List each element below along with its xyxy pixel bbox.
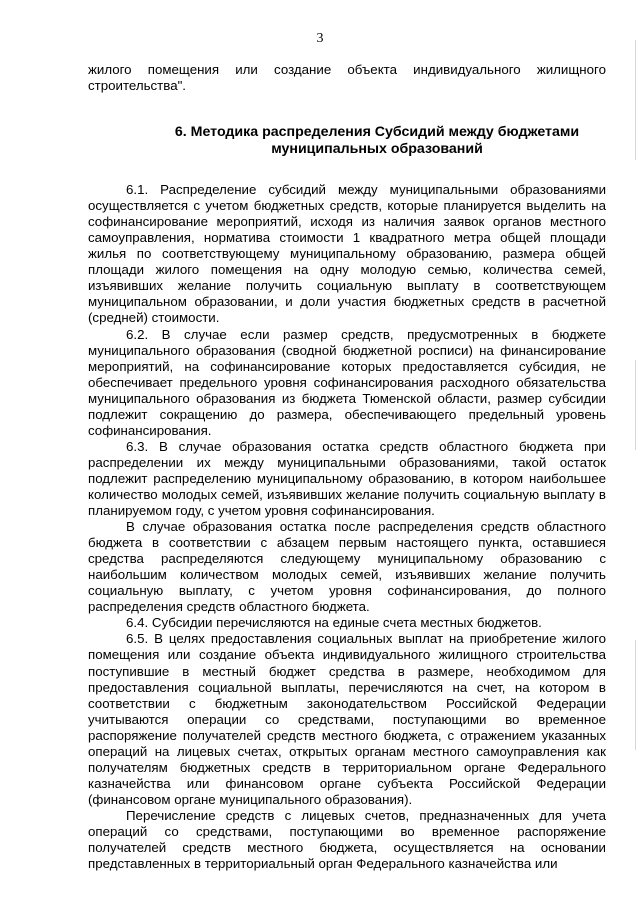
scan-edge-mark	[635, 40, 636, 160]
paragraph-6-5-transfer: Перечисление средств с лицевых счетов, предназначенных для учета операций со средствами, поступающими во временное распоряжение получателей средств местного бюджета, осуществляется на основании представленных в территориальный орган Федерального казначейства или	[88, 807, 606, 872]
document-body	[88, 62, 606, 872]
scan-edge-mark	[635, 640, 636, 750]
section-title-line-2: муниципальных образований	[271, 141, 483, 158]
paragraph-6-2: 6.2. В случае если размер средств, предусмотренных в бюджете муниципального образования (сводной бюджетной росписи) на финансирование мероприятий, на софинансирование которых предоставляется субсидия, не обеспечивает предельного уровня софинансирования расходного обязательства муниципального образования из бюджета Тюменской области, размер субсидии подлежит сокращению до размера, обеспечивающего предельный уровень софинансирования.	[88, 326, 606, 438]
scan-edge-mark	[635, 360, 636, 450]
section-title-line-1: 6. Методика распределения Субсидий между бюджетами	[174, 124, 580, 141]
continuation-text: жилого помещения или создание объекта индивидуального жилищного строительства".	[88, 62, 606, 94]
paragraph-6-3: 6.3. В случае образования остатка средств областного бюджета при распределении их между муниципальными образованиями, такой остаток подлежит распределению муниципальному образованию, в котором наибольшее количество молодых семей, изъявивших желание получить социальную выплату в планируемом году, с учетом уровня софинансирования.	[88, 438, 606, 519]
section-heading	[88, 124, 606, 158]
paragraph-6-3-remainder: В случае образования остатка после распределения средств областного бюджета в соответствии с абзацем первым настоящего пункта, оставшиеся средства распределяются следующему муниципальному образованию с наибольшим количеством молодых семей, изъявивших желание получить социальную выплату, с учетом уровня софинансирования, до полного распределения средств областного бюджета.	[88, 519, 606, 615]
page-number: 3	[316, 31, 324, 46]
paragraph-6-4: 6.4. Субсидии перечисляются на единые счета местных бюджетов.	[126, 615, 542, 631]
paragraph-6-5: 6.5. В целях предоставления социальных выплат на приобретение жилого помещения или создание объекта индивидуального жилищного строительства поступившие в местный бюджет средства в размере, необходимом для предоставления социальной выплаты, перечисляются на счет, на котором в соответствии с бюджетным законодательством Российской Федерации учитываются операции со средствами, поступающими во временное распоряжение получателей средств местного бюджета, с отражением указанных операций на лицевых счетах, открытых органам местного самоуправления как получателям бюджетных средств в территориальном органе Федерального казначейства или финансовом органе субъекта Российской Федерации (финансовом органе муниципального образования).	[88, 631, 606, 807]
paragraph-6-1: 6.1. Распределение субсидий между муниципальными образованиями осуществляется с учетом бюджетных средств, которые планируется выделить на софинансирование мероприятий, исходя из наличия заявок органов местного самоуправления, норматива стоимости 1 квадратного метра общей площади жилья по соответствующему муниципальному образованию, размера общей площади жилого помещения на одну молодую семью, количества семей, изъявивших желание получить социальную выплату в соответствующем муниципальном образовании, и доли участия бюджетных средств в расчетной (средней) стоимости.	[88, 182, 606, 326]
